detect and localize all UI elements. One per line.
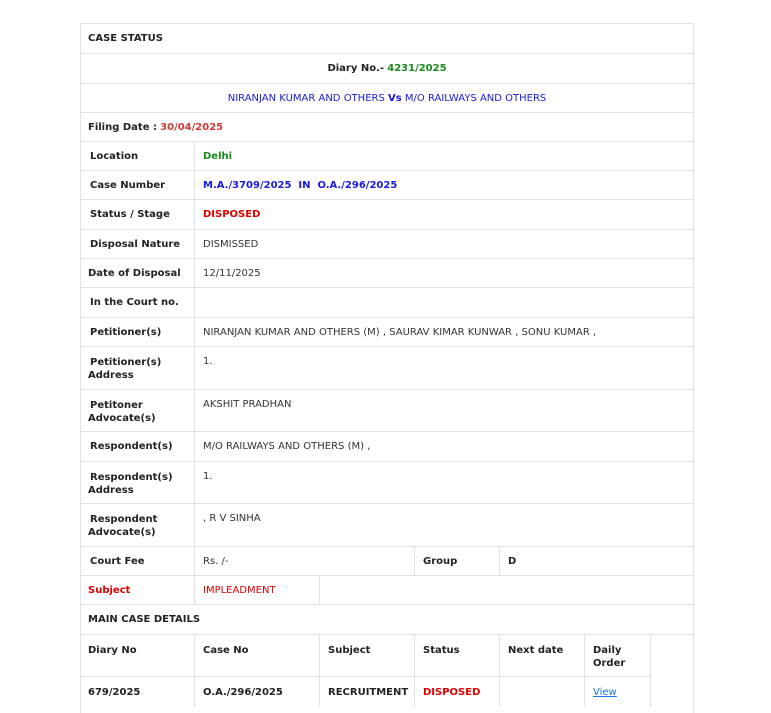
court-fee-row (80, 546, 694, 575)
petitioner-advocate-label: Petitoner (90, 400, 143, 411)
row-subject: RECRUITMENT (328, 686, 409, 698)
petitioner-address-label: Petitioner(s) (90, 357, 162, 368)
respondent-advocate-label: Respondent (90, 514, 158, 525)
row-status: DISPOSED (423, 686, 481, 698)
column-daily-order: Daily (593, 645, 622, 656)
main-case-table-header (80, 634, 694, 677)
versus-text: Vs (388, 92, 402, 104)
parties-row (80, 83, 694, 112)
column-case-no: Case No (203, 645, 249, 656)
petitioners-row (80, 317, 694, 346)
respondent-address-label-line2: Address (88, 485, 134, 496)
petitioners-value: NIRANJAN KUMAR AND OTHERS (M) , SAURAV KIMAR KUNWAR , SONU KUMAR , (203, 326, 597, 338)
date-of-disposal-label: Date of Disposal (88, 267, 181, 279)
diary-label: Diary No.- (327, 63, 385, 74)
status-label: Status / Stage (90, 209, 170, 220)
column-diary-no: Diary No (88, 645, 137, 656)
petitioner-party: NIRANJAN KUMAR AND OTHERS (227, 92, 385, 104)
court-no-row (80, 287, 694, 317)
petitioner-address-label-line2: Address (88, 370, 134, 381)
case-number-label: Case Number (90, 179, 166, 191)
petitioner-address-value: 1. (203, 356, 213, 367)
group-label: Group (423, 555, 458, 567)
date-of-disposal-row (80, 258, 694, 287)
case-status-header (80, 23, 694, 53)
respondent-address-value: 1. (203, 471, 213, 482)
page-title: CASE STATUS (88, 32, 163, 44)
diary-value: 4231/2025 (387, 63, 447, 74)
petitioner-address-row (80, 346, 694, 389)
status-row (80, 199, 694, 229)
case-number-value: M.A./3709/2025 IN O.A./296/2025 (203, 179, 398, 191)
main-case-title: MAIN CASE DETAILS (88, 614, 201, 625)
respondents-value: M/O RAILWAYS AND OTHERS (M) , (203, 441, 371, 452)
group-value: D (508, 555, 517, 567)
filing-date-value: 30/04/2025 (160, 121, 224, 133)
subject-label: Subject (88, 584, 131, 596)
main-case-header (80, 604, 694, 634)
disposal-nature-value: DISMISSED (203, 238, 259, 250)
respondent-address-row (80, 461, 694, 503)
respondents-label: Respondent(s) (90, 441, 173, 452)
disposal-nature-label: Disposal Nature (90, 238, 181, 250)
date-of-disposal-value: 12/11/2025 (203, 267, 261, 279)
column-next-date: Next date (508, 645, 564, 656)
petitioner-advocate-label-line2: Advocate(s) (88, 413, 156, 424)
filing-date-label: Filing Date : (88, 121, 157, 133)
filing-date-row (80, 112, 694, 141)
respondent-advocate-label-line2: Advocate(s) (88, 527, 156, 538)
column-status: Status (423, 645, 460, 656)
petitioner-advocate-value: AKSHIT PRADHAN (203, 399, 292, 410)
court-fee-value: Rs. /- (203, 555, 229, 567)
respondent-advocate-row (80, 503, 694, 546)
view-daily-order-link[interactable]: View (593, 686, 617, 698)
status-badge: DISPOSED (203, 209, 261, 220)
subject-value: IMPLEADMENT (203, 584, 276, 596)
row-diary-no: 679/2025 (88, 686, 141, 698)
petitioner-advocate-row (80, 389, 694, 431)
respondent-advocate-value: , R V SINHA (203, 513, 261, 524)
case-number-row (80, 170, 694, 199)
respondent-address-label: Respondent(s) (90, 472, 173, 483)
diary-row (80, 53, 694, 83)
location-value: Delhi (203, 150, 233, 162)
location-row (80, 141, 694, 170)
respondents-row (80, 431, 694, 461)
row-case-no: O.A./296/2025 (203, 686, 283, 698)
location-label: Location (90, 150, 139, 162)
table-row (80, 676, 651, 707)
column-daily-order-line2: Order (593, 658, 626, 669)
subject-row (80, 575, 694, 604)
column-subject: Subject (328, 645, 371, 656)
court-no-label: In the Court no. (90, 297, 179, 308)
court-fee-label: Court Fee (90, 555, 145, 567)
respondent-party: M/O RAILWAYS AND OTHERS (404, 92, 547, 104)
petitioners-label: Petitioner(s) (90, 326, 162, 338)
disposal-nature-row (80, 229, 694, 258)
